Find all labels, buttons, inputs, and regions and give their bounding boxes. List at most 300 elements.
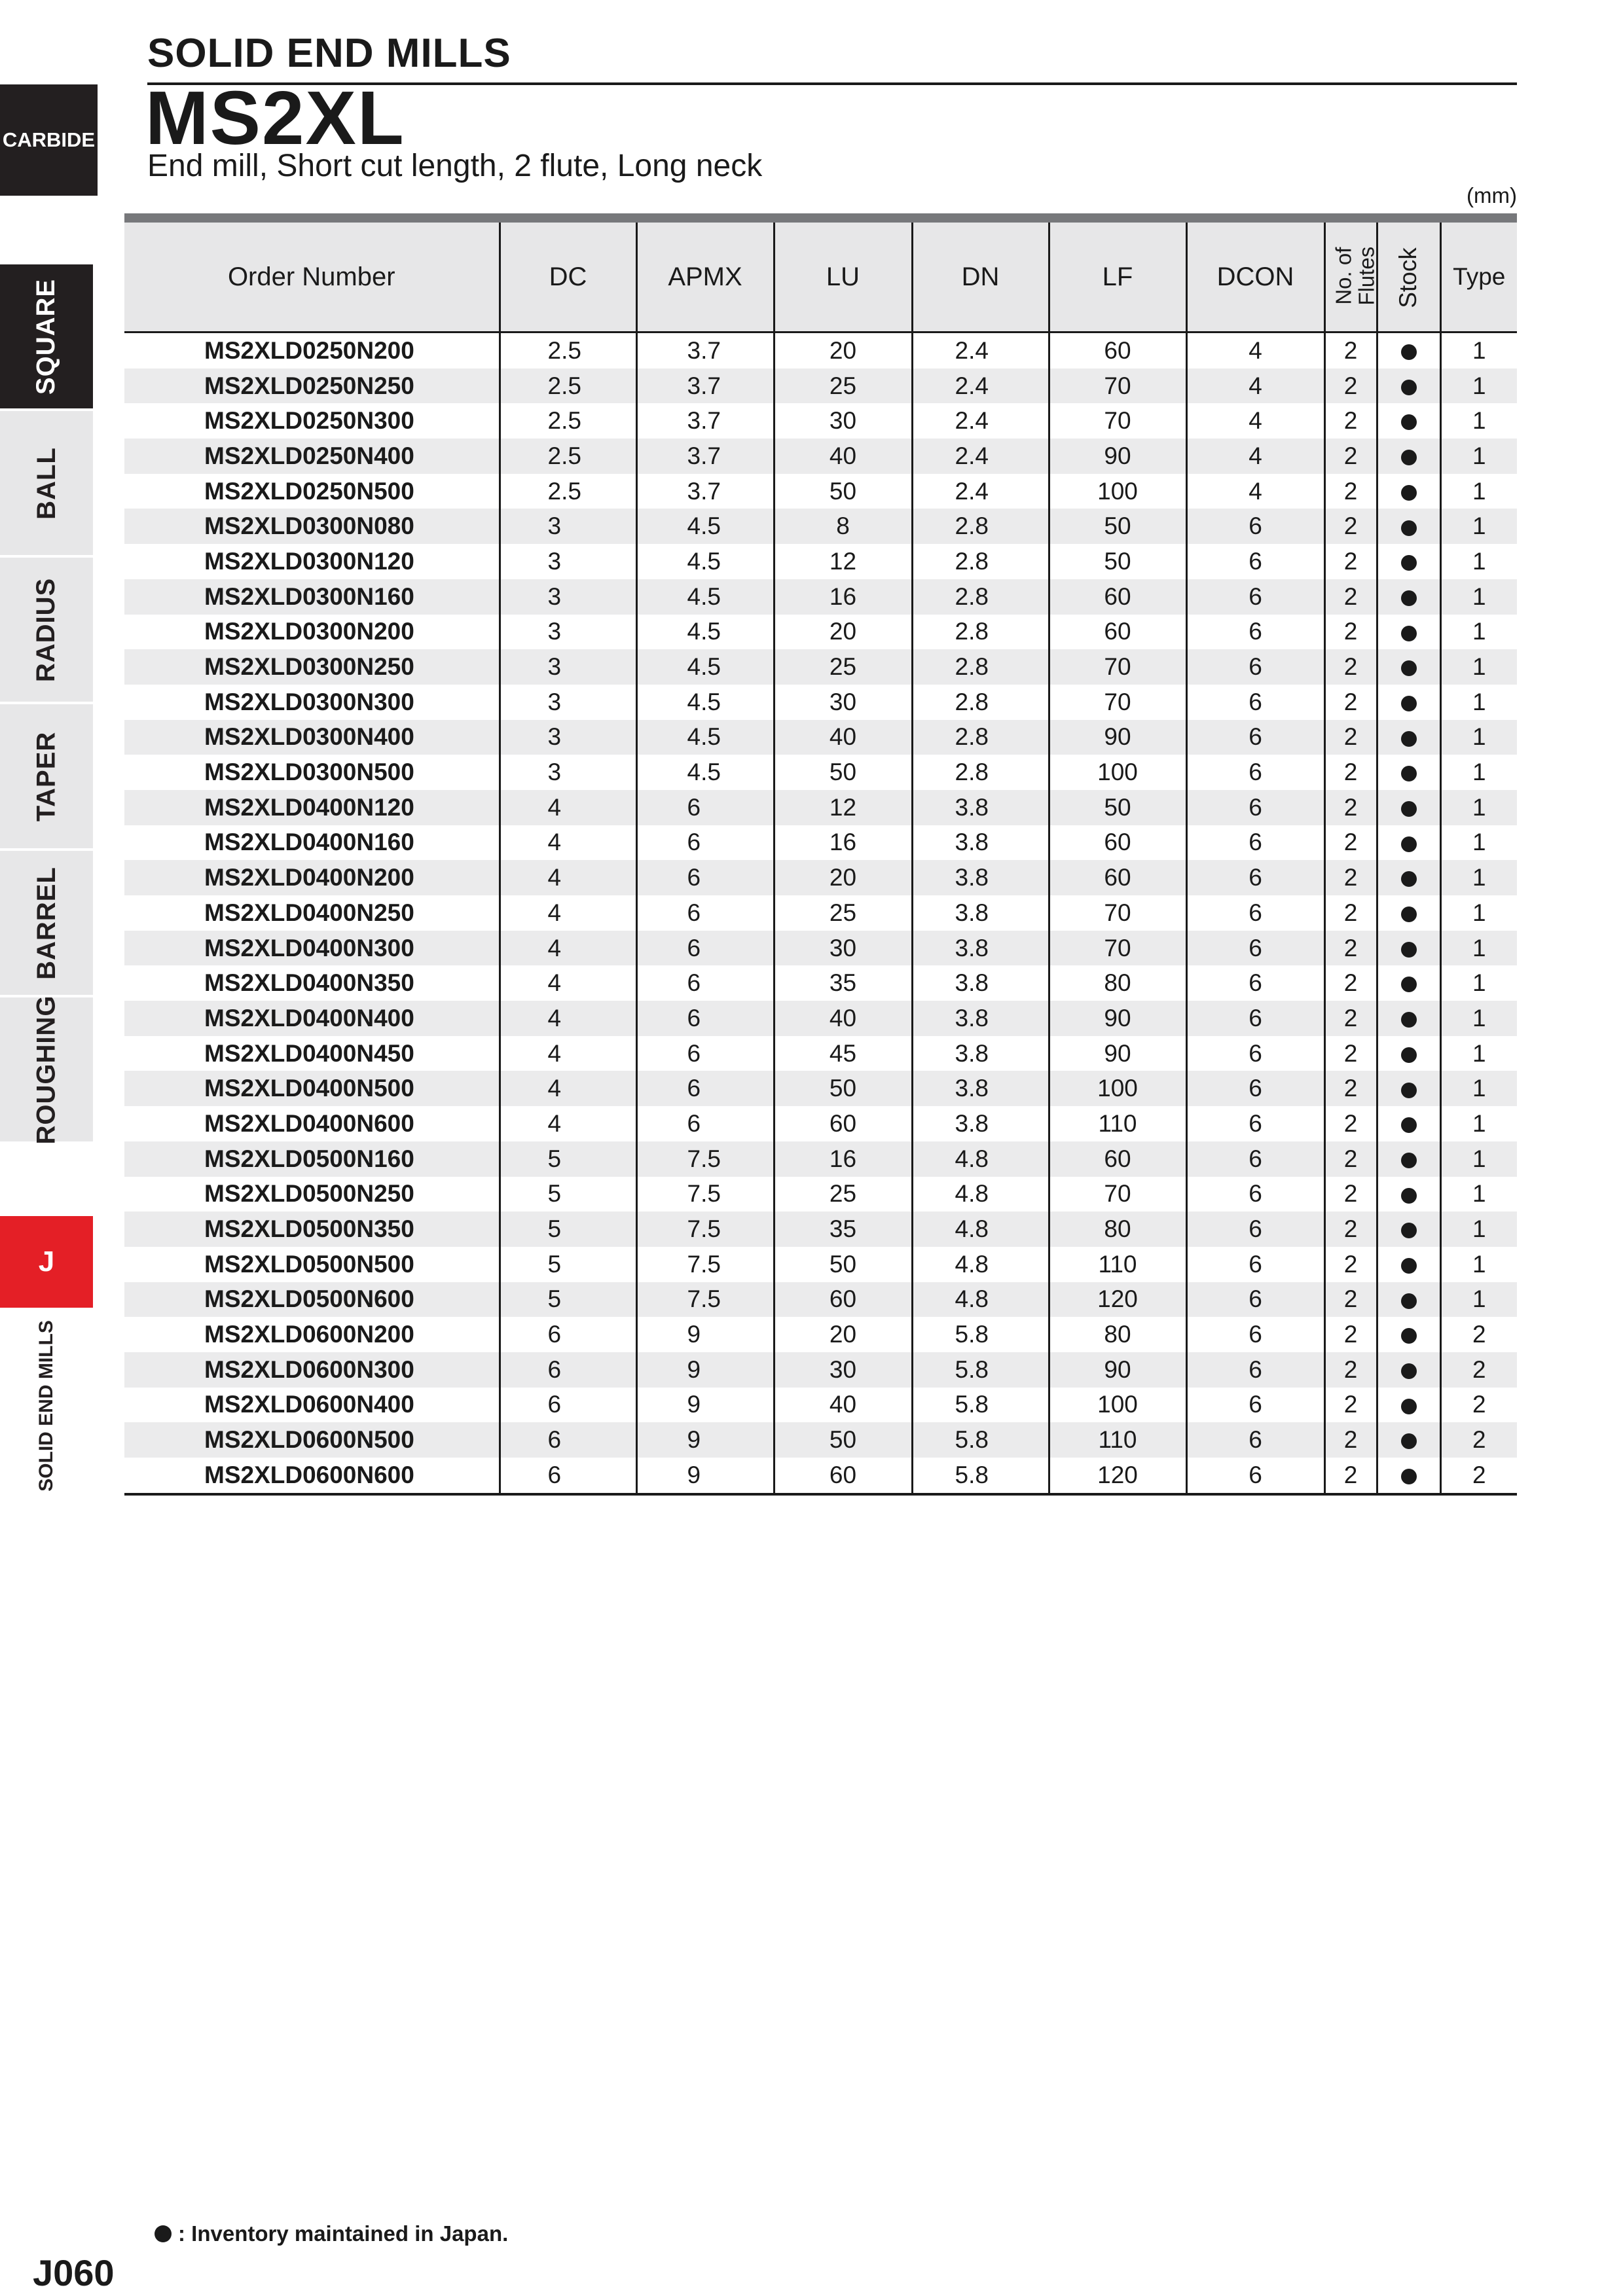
cell-apmx: 6 [636, 860, 774, 895]
cell-lu: 20 [774, 1317, 912, 1352]
cell-dc: 4 [500, 965, 636, 1001]
cell-dcon: 6 [1186, 860, 1324, 895]
cell-lf: 60 [1049, 332, 1186, 368]
stock-dot-icon [1401, 344, 1417, 360]
cell-dcon: 6 [1186, 720, 1324, 755]
col-lu: LU [774, 223, 912, 332]
col-flutes-label [1332, 246, 1377, 305]
cell-apmx: 6 [636, 1071, 774, 1106]
cell-lu: 50 [774, 474, 912, 509]
cell-flutes: 2 [1324, 439, 1377, 474]
cell-type: 1 [1440, 649, 1517, 685]
cell-dn: 2.4 [912, 332, 1049, 368]
cell-lf: 60 [1049, 1141, 1186, 1177]
cell-flutes: 2 [1324, 931, 1377, 966]
cell-dcon: 6 [1186, 649, 1324, 685]
cell-order: MS2XLD0300N500 [124, 755, 500, 790]
table-row [124, 1141, 1517, 1177]
cell-dcon: 6 [1186, 825, 1324, 861]
product-name: MS2XL [145, 75, 405, 160]
cell-lf: 60 [1049, 825, 1186, 861]
cell-lu: 25 [774, 368, 912, 404]
cell-flutes: 2 [1324, 368, 1377, 404]
cell-dcon: 6 [1186, 1317, 1324, 1352]
cell-dn: 2.8 [912, 755, 1049, 790]
spec-table [124, 223, 1517, 1496]
col-order-number: Order Number [124, 223, 500, 332]
side-tab-label: BALL [31, 446, 61, 520]
cell-order: MS2XLD0300N080 [124, 509, 500, 544]
stock-cell [1377, 825, 1440, 861]
cell-apmx: 4.5 [636, 755, 774, 790]
cell-dn: 3.8 [912, 965, 1049, 1001]
section-name [0, 1308, 93, 1504]
cell-apmx: 6 [636, 825, 774, 861]
side-tab-radius[interactable] [0, 558, 93, 702]
table-row [124, 1422, 1517, 1458]
cell-type: 2 [1440, 1352, 1517, 1388]
cell-lu: 25 [774, 649, 912, 685]
cell-dn: 5.8 [912, 1422, 1049, 1458]
cell-lf: 100 [1049, 1388, 1186, 1423]
cell-dn: 4.8 [912, 1247, 1049, 1282]
side-tab-barrel[interactable] [0, 851, 93, 995]
cell-type: 1 [1472, 688, 1486, 715]
cell-order: MS2XLD0600N400 [124, 1388, 500, 1423]
cell-type: 2 [1472, 1391, 1486, 1418]
cell-apmx: 3.7 [636, 368, 774, 404]
cell-dcon: 6 [1186, 1141, 1324, 1177]
stock-dot-icon [155, 2225, 172, 2242]
cell-dc: 5 [500, 1211, 636, 1247]
table-row [124, 615, 1517, 650]
cell-type: 1 [1472, 1039, 1486, 1067]
cell-lu: 20 [774, 615, 912, 650]
cell-lf: 80 [1049, 1211, 1186, 1247]
stock-cell [1377, 1106, 1440, 1141]
stock-cell [1377, 332, 1440, 368]
cell-type: 1 [1472, 618, 1486, 645]
cell-type: 1 [1472, 969, 1486, 997]
cell-type: 1 [1440, 439, 1517, 474]
cell-dn: 3.8 [912, 1036, 1049, 1071]
section-j-tab[interactable]: J [0, 1216, 93, 1308]
cell-flutes: 2 [1324, 1352, 1377, 1388]
col-dcon: DCON [1186, 223, 1324, 332]
stock-dot-icon [1401, 1188, 1417, 1204]
cell-lf: 60 [1049, 860, 1186, 895]
stock-cell [1377, 403, 1440, 439]
cell-order: MS2XLD0250N500 [124, 474, 500, 509]
table-row [124, 439, 1517, 474]
stock-dot-icon [1401, 1117, 1417, 1133]
stock-cell [1377, 579, 1440, 615]
table-row [124, 720, 1517, 755]
table-row [124, 1106, 1517, 1141]
stock-cell [1377, 544, 1440, 579]
cell-flutes: 2 [1324, 1211, 1377, 1247]
cell-type: 2 [1440, 1458, 1517, 1494]
carbide-tab[interactable]: CARBIDE [0, 84, 98, 196]
cell-dn: 3.8 [912, 860, 1049, 895]
table-row [124, 1211, 1517, 1247]
cell-flutes: 2 [1324, 544, 1377, 579]
cell-lf: 50 [1049, 509, 1186, 544]
side-tab-ball[interactable] [0, 411, 93, 555]
side-tab-taper[interactable] [0, 704, 93, 848]
stock-dot-icon [1401, 942, 1417, 958]
stock-dot-icon [1401, 1469, 1417, 1484]
cell-lu: 30 [774, 403, 912, 439]
cell-flutes: 2 [1324, 1422, 1377, 1458]
cell-type: 1 [1440, 720, 1517, 755]
table-row [124, 1317, 1517, 1352]
cell-dc: 5 [500, 1247, 636, 1282]
cell-apmx: 7.5 [636, 1141, 774, 1177]
cell-dcon: 6 [1186, 895, 1324, 931]
stock-cell [1377, 1247, 1440, 1282]
cell-flutes: 2 [1324, 1106, 1377, 1141]
table-row [124, 403, 1517, 439]
table-row [124, 368, 1517, 404]
cell-order: MS2XLD0400N350 [124, 965, 500, 1001]
table-row [124, 1458, 1517, 1494]
stock-dot-icon [1401, 660, 1417, 676]
cell-dcon: 6 [1186, 1458, 1324, 1494]
footnote [155, 2221, 508, 2246]
stock-dot-icon [1401, 696, 1417, 711]
cell-dcon: 6 [1186, 685, 1324, 720]
cell-lu: 40 [774, 1001, 912, 1036]
cell-lu: 35 [774, 965, 912, 1001]
cell-order: MS2XLD0400N250 [124, 895, 500, 931]
cell-order: MS2XLD0400N200 [124, 860, 500, 895]
table-row [124, 685, 1517, 720]
cell-dn: 2.8 [912, 579, 1049, 615]
cell-dc: 2.5 [500, 332, 636, 368]
cell-lu: 12 [774, 790, 912, 825]
cell-apmx: 6 [636, 1106, 774, 1141]
stock-cell [1377, 1211, 1440, 1247]
cell-dc: 4 [500, 790, 636, 825]
cell-flutes: 2 [1324, 965, 1377, 1001]
cell-type: 1 [1440, 1211, 1517, 1247]
stock-cell [1377, 895, 1440, 931]
cell-dn: 5.8 [912, 1317, 1049, 1352]
cell-flutes: 2 [1324, 579, 1377, 615]
cell-lu: 60 [774, 1282, 912, 1318]
cell-dn: 2.8 [912, 685, 1049, 720]
cell-flutes: 2 [1324, 1177, 1377, 1212]
cell-apmx: 4.5 [636, 509, 774, 544]
stock-cell [1377, 1141, 1440, 1177]
cell-dcon: 6 [1186, 1352, 1324, 1388]
stock-dot-icon [1401, 1153, 1417, 1168]
cell-dcon: 6 [1186, 965, 1324, 1001]
cell-order: MS2XLD0600N300 [124, 1352, 500, 1388]
cell-order: MS2XLD0250N400 [124, 439, 500, 474]
stock-dot-icon [1401, 414, 1417, 430]
cell-order: MS2XLD0400N600 [124, 1106, 500, 1141]
cell-flutes: 2 [1324, 1247, 1377, 1282]
cell-dcon: 6 [1186, 1071, 1324, 1106]
cell-dc: 6 [500, 1422, 636, 1458]
cell-apmx: 6 [636, 1036, 774, 1071]
cell-lu: 40 [774, 439, 912, 474]
cell-dc: 3 [500, 615, 636, 650]
table-top-rule [124, 213, 1517, 223]
stock-cell [1377, 1317, 1440, 1352]
cell-dcon: 6 [1186, 790, 1324, 825]
cell-dcon: 6 [1186, 1001, 1324, 1036]
col-dn: DN [912, 223, 1049, 332]
cell-dc: 3 [500, 579, 636, 615]
cell-lu: 16 [774, 825, 912, 861]
cell-dn: 3.8 [912, 790, 1049, 825]
stock-dot-icon [1401, 1258, 1417, 1274]
cell-dcon: 4 [1186, 474, 1324, 509]
cell-type: 1 [1440, 1071, 1517, 1106]
cell-order: MS2XLD0250N300 [124, 403, 500, 439]
col-stock [1377, 223, 1440, 332]
table-row [124, 509, 1517, 544]
stock-dot-icon [1401, 450, 1417, 465]
cell-dcon: 6 [1186, 1177, 1324, 1212]
cell-type: 1 [1472, 899, 1486, 926]
stock-cell [1377, 1458, 1440, 1494]
cell-dn: 4.8 [912, 1141, 1049, 1177]
stock-dot-icon [1401, 1433, 1417, 1449]
cell-dn: 3.8 [912, 825, 1049, 861]
stock-cell [1377, 1422, 1440, 1458]
table-row [124, 649, 1517, 685]
cell-type: 1 [1472, 1250, 1486, 1278]
stock-cell [1377, 1352, 1440, 1388]
col-flutes [1324, 223, 1377, 332]
cell-dcon: 4 [1186, 368, 1324, 404]
cell-order: MS2XLD0500N600 [124, 1282, 500, 1318]
cell-lf: 90 [1049, 1352, 1186, 1388]
cell-dc: 2.5 [500, 403, 636, 439]
cell-apmx: 7.5 [636, 1177, 774, 1212]
cell-dcon: 4 [1186, 332, 1324, 368]
cell-flutes: 2 [1324, 790, 1377, 825]
cell-dc: 6 [500, 1352, 636, 1388]
cell-lu: 16 [774, 1141, 912, 1177]
cell-apmx: 6 [636, 790, 774, 825]
cell-lu: 12 [774, 544, 912, 579]
cell-dc: 3 [500, 649, 636, 685]
cell-dc: 5 [500, 1177, 636, 1212]
side-tab-square[interactable] [0, 264, 93, 408]
cell-order: MS2XLD0600N500 [124, 1422, 500, 1458]
cell-dc: 2.5 [500, 474, 636, 509]
cell-apmx: 3.7 [636, 403, 774, 439]
stock-cell [1377, 931, 1440, 966]
stock-dot-icon [1401, 1012, 1417, 1028]
cell-dn: 2.8 [912, 720, 1049, 755]
cell-dn: 2.4 [912, 439, 1049, 474]
cell-dn: 3.8 [912, 1106, 1049, 1141]
cell-type: 1 [1440, 1141, 1517, 1177]
stock-dot-icon [1401, 1363, 1417, 1379]
stock-dot-icon [1401, 871, 1417, 887]
cell-flutes: 2 [1324, 685, 1377, 720]
cell-flutes: 2 [1324, 860, 1377, 895]
cell-dc: 3 [500, 544, 636, 579]
stock-cell [1377, 965, 1440, 1001]
cell-flutes: 2 [1324, 474, 1377, 509]
cell-lu: 30 [774, 1352, 912, 1388]
cell-dcon: 4 [1186, 403, 1324, 439]
cell-order: MS2XLD0500N250 [124, 1177, 500, 1212]
cell-dc: 5 [500, 1282, 636, 1318]
cell-dc: 4 [500, 1036, 636, 1071]
stock-cell [1377, 1071, 1440, 1106]
cell-dc: 2.5 [500, 368, 636, 404]
cell-apmx: 9 [636, 1388, 774, 1423]
cell-flutes: 2 [1324, 1388, 1377, 1423]
cell-flutes: 2 [1324, 1071, 1377, 1106]
cell-lu: 50 [774, 1247, 912, 1282]
table-row [124, 825, 1517, 861]
cell-lu: 16 [774, 579, 912, 615]
cell-dc: 6 [500, 1388, 636, 1423]
cell-apmx: 3.7 [636, 474, 774, 509]
stock-cell [1377, 685, 1440, 720]
cell-flutes: 2 [1324, 332, 1377, 368]
section-name-label: SOLID END MILLS [35, 1320, 58, 1492]
cell-lf: 80 [1049, 1317, 1186, 1352]
footnote-text: : Inventory maintained in Japan. [178, 2221, 509, 2246]
stock-dot-icon [1401, 731, 1417, 747]
cell-lu: 45 [774, 1036, 912, 1071]
cell-dcon: 6 [1186, 579, 1324, 615]
cell-lf: 90 [1049, 720, 1186, 755]
cell-lf: 100 [1049, 1071, 1186, 1106]
cell-lf: 100 [1049, 755, 1186, 790]
cell-apmx: 4.5 [636, 544, 774, 579]
cell-type: 1 [1472, 829, 1486, 856]
stock-dot-icon [1401, 520, 1417, 536]
col-type: Type [1440, 223, 1517, 332]
cell-type: 1 [1440, 579, 1517, 615]
cell-lf: 80 [1049, 965, 1186, 1001]
cell-type: 1 [1440, 368, 1517, 404]
cell-dc: 3 [500, 509, 636, 544]
cell-dn: 5.8 [912, 1388, 1049, 1423]
stock-dot-icon [1401, 1047, 1417, 1063]
table-row [124, 965, 1517, 1001]
cell-order: MS2XLD0400N400 [124, 1001, 500, 1036]
cell-dcon: 6 [1186, 1211, 1324, 1247]
cell-lf: 110 [1049, 1247, 1186, 1282]
stock-cell [1377, 720, 1440, 755]
cell-order: MS2XLD0300N250 [124, 649, 500, 685]
cell-lf: 50 [1049, 790, 1186, 825]
cell-type: 1 [1440, 509, 1517, 544]
stock-dot-icon [1401, 1293, 1417, 1309]
cell-dcon: 6 [1186, 509, 1324, 544]
cell-dc: 4 [500, 1071, 636, 1106]
cell-flutes: 2 [1324, 649, 1377, 685]
cell-lf: 120 [1049, 1282, 1186, 1318]
stock-dot-icon [1401, 555, 1417, 571]
stock-dot-icon [1401, 1083, 1417, 1098]
stock-cell [1377, 509, 1440, 544]
cell-order: MS2XLD0500N500 [124, 1247, 500, 1282]
cell-lf: 100 [1049, 474, 1186, 509]
page-number: J060 [33, 2252, 115, 2293]
cell-dc: 4 [500, 1001, 636, 1036]
cell-lu: 20 [774, 860, 912, 895]
stock-dot-icon [1401, 1399, 1417, 1414]
cell-apmx: 6 [636, 965, 774, 1001]
cell-apmx: 9 [636, 1352, 774, 1388]
cell-dn: 3.8 [912, 1001, 1049, 1036]
cell-order: MS2XLD0250N200 [124, 332, 500, 368]
cell-lf: 60 [1049, 579, 1186, 615]
cell-order: MS2XLD0300N120 [124, 544, 500, 579]
cell-lf: 90 [1049, 1001, 1186, 1036]
cell-lu: 25 [774, 895, 912, 931]
table-row [124, 332, 1517, 368]
cell-dn: 5.8 [912, 1352, 1049, 1388]
col-stock-label: Stock [1395, 247, 1422, 308]
cell-order: MS2XLD0400N300 [124, 931, 500, 966]
stock-cell [1377, 1001, 1440, 1036]
cell-lf: 60 [1049, 615, 1186, 650]
table-row [124, 474, 1517, 509]
cell-type: 1 [1440, 1001, 1517, 1036]
cell-dc: 3 [500, 755, 636, 790]
cell-lu: 8 [774, 509, 912, 544]
side-tab-roughing[interactable] [0, 995, 93, 1144]
cell-order: MS2XLD0400N500 [124, 1071, 500, 1106]
table-row [124, 579, 1517, 615]
stock-cell [1377, 790, 1440, 825]
stock-cell [1377, 755, 1440, 790]
cell-flutes: 2 [1324, 509, 1377, 544]
cell-flutes: 2 [1324, 825, 1377, 861]
cell-dcon: 6 [1186, 755, 1324, 790]
cell-apmx: 3.7 [636, 439, 774, 474]
stock-dot-icon [1401, 766, 1417, 781]
table-row [124, 755, 1517, 790]
cell-apmx: 7.5 [636, 1247, 774, 1282]
table-header-row [124, 223, 1517, 332]
cell-order: MS2XLD0400N160 [124, 825, 500, 861]
cell-dcon: 6 [1186, 615, 1324, 650]
cell-lf: 70 [1049, 895, 1186, 931]
cell-lf: 90 [1049, 439, 1186, 474]
stock-cell [1377, 474, 1440, 509]
col-apmx: APMX [636, 223, 774, 332]
cell-lu: 40 [774, 720, 912, 755]
cell-order: MS2XLD0500N350 [124, 1211, 500, 1247]
cell-dcon: 6 [1186, 1247, 1324, 1282]
cell-order: MS2XLD0400N450 [124, 1036, 500, 1071]
cell-dcon: 6 [1186, 931, 1324, 966]
cell-type: 1 [1472, 547, 1486, 575]
stock-dot-icon [1401, 977, 1417, 992]
cell-order: MS2XLD0600N600 [124, 1458, 500, 1494]
cell-lu: 60 [774, 1106, 912, 1141]
cell-type: 1 [1472, 407, 1486, 435]
cell-lf: 90 [1049, 1036, 1186, 1071]
cell-flutes: 2 [1324, 1458, 1377, 1494]
stock-cell [1377, 1282, 1440, 1318]
